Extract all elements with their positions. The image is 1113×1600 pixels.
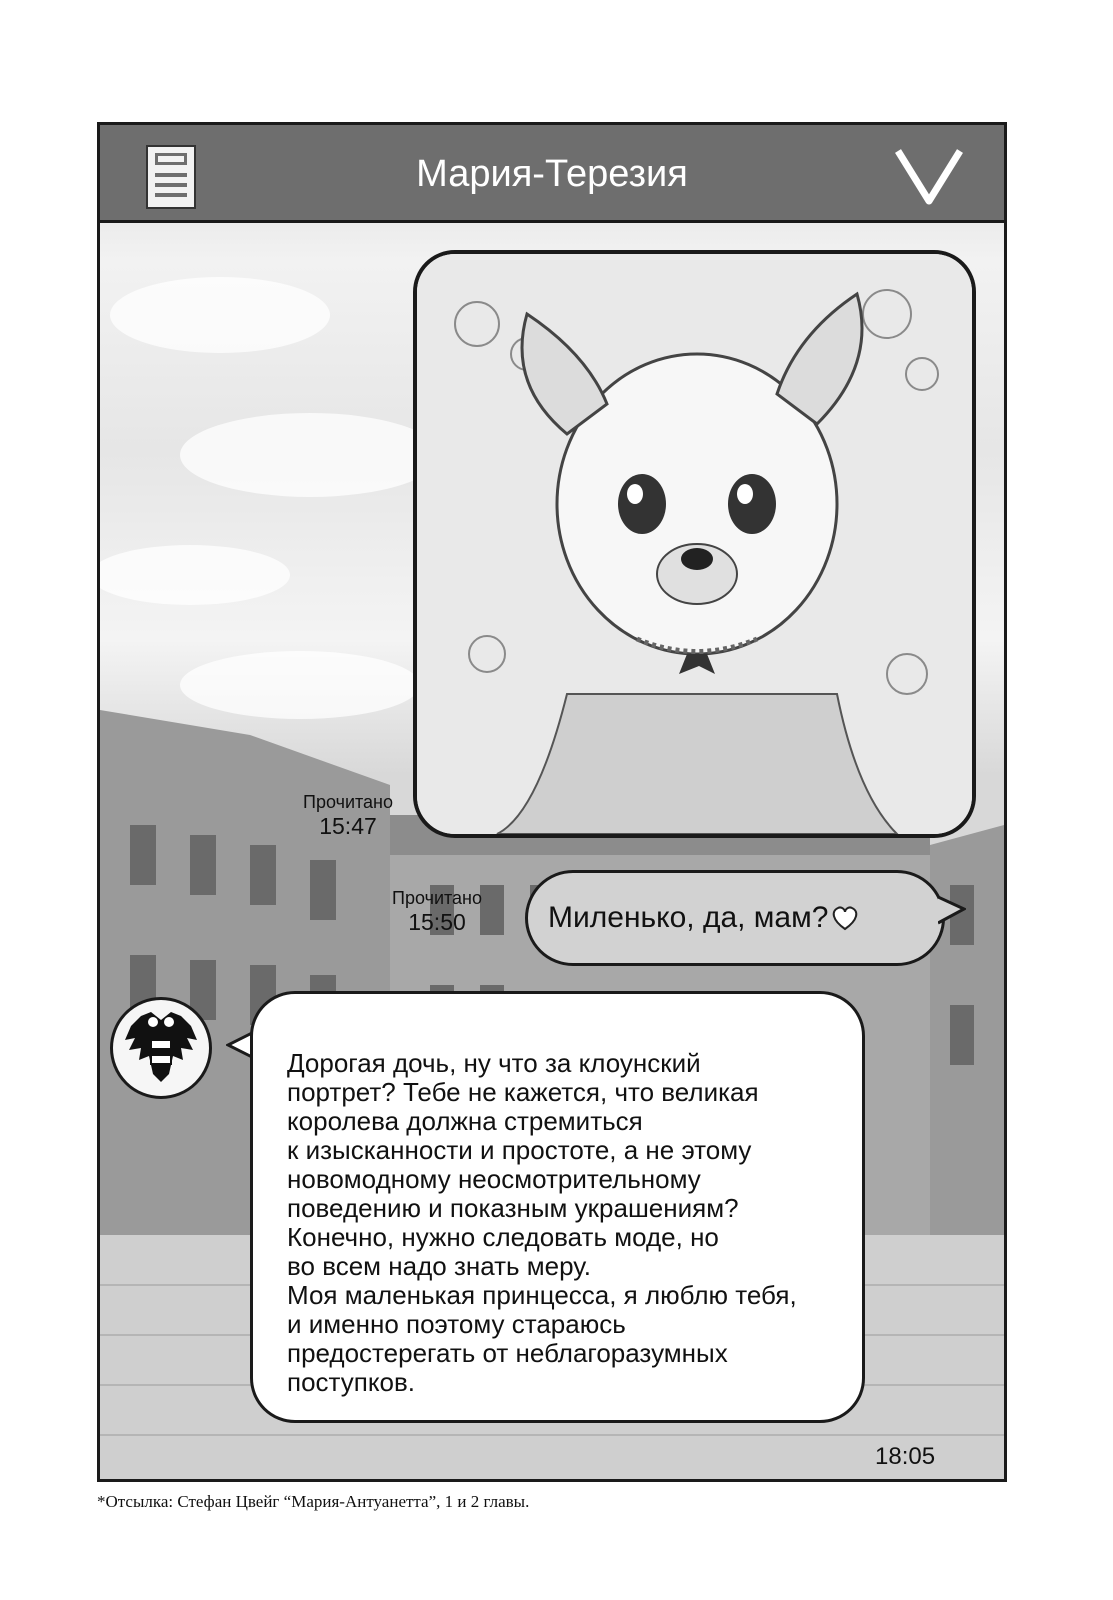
read-receipt: Прочитано (303, 792, 393, 812)
chevron-down-icon[interactable] (894, 147, 964, 205)
double-eagle-crest-icon (113, 1000, 209, 1096)
read-receipt: Прочитано (392, 888, 482, 908)
chat-header (100, 125, 1004, 223)
message-time: 15:50 (408, 908, 466, 935)
contact-avatar[interactable] (110, 997, 212, 1099)
contact-name: Мария-Терезия (416, 153, 688, 195)
received-text-message[interactable] (250, 991, 865, 1423)
portrait-image (417, 254, 972, 834)
bubble-tail (938, 895, 966, 925)
message-time: 18:05 (875, 1443, 936, 1470)
reply-status (362, 888, 512, 935)
footnote: *Отсылка: Стефан Цвейг “Мария-Антуанетта”, 1 и 2 главы. (97, 1492, 530, 1511)
message-text: Миленько, да, мам? (548, 901, 829, 934)
message-text: Дорогая дочь, ну что за клоунский портрет? Тебе не кажется, что великая королева должна стремиться к изысканности и простоте, а не этому новомодному неосмотрительному поведению и показным украшениям? Конечно, нужно следовать моде, но во всем надо знать меру. Моя маленькая принцесса, я люблю тебя, и именно поэтому стараюсь предостерегать от неблагоразумных поступков. (287, 1048, 797, 1397)
chat-screen (97, 122, 1007, 1482)
sent-text-message[interactable] (525, 870, 945, 966)
sent-photo-message[interactable] (413, 250, 976, 838)
message-time: 15:47 (319, 812, 377, 839)
photo-status (288, 792, 408, 839)
heart-icon (830, 905, 860, 931)
